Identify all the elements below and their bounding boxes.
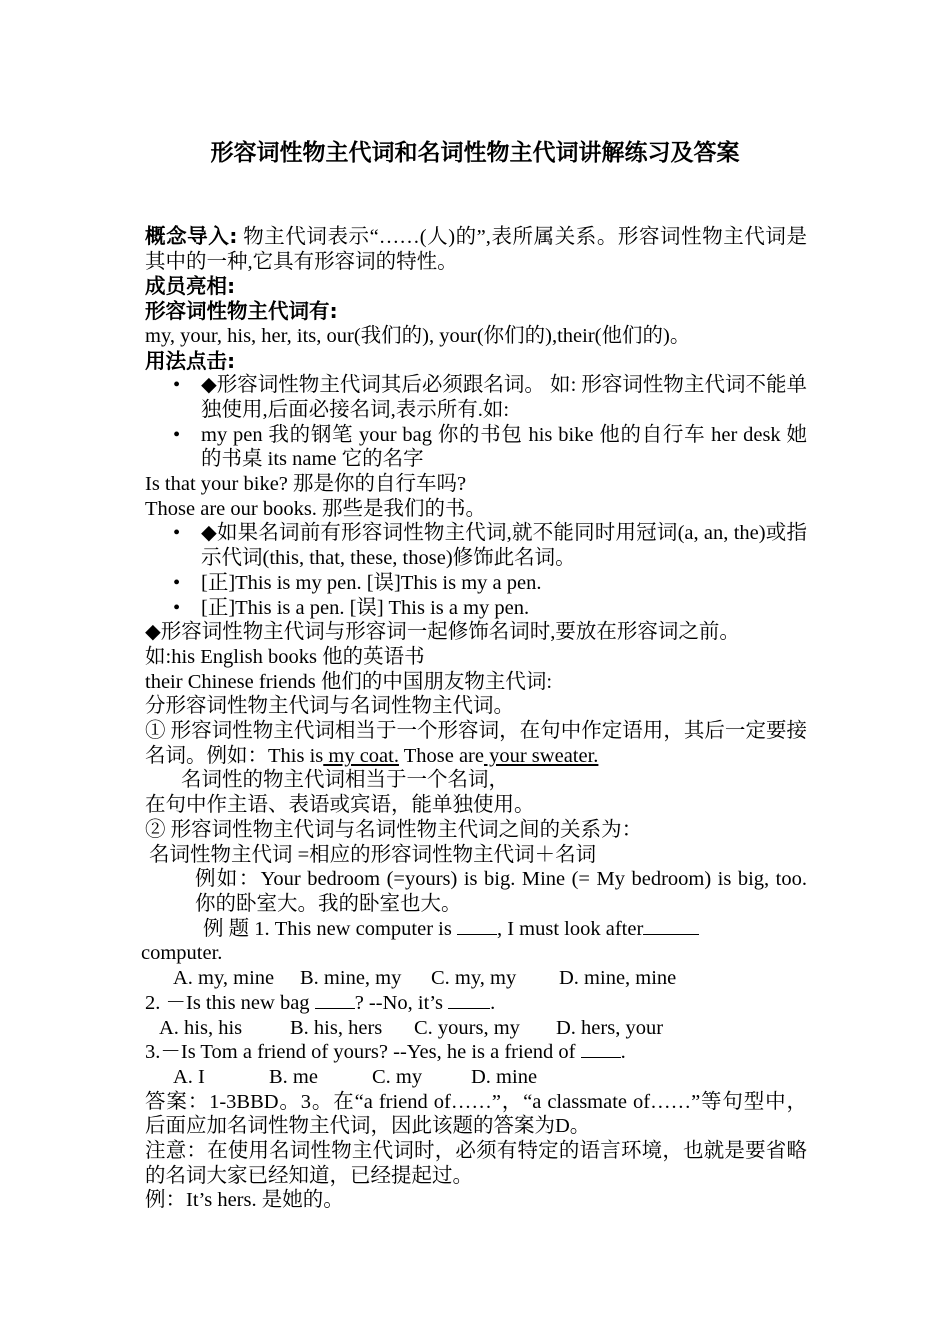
question-1-end: computer. (141, 942, 223, 965)
adj-pronoun-heading: 形容词性物主代词有: (145, 299, 338, 324)
option: C. yours, my (414, 1016, 520, 1039)
final-example: 例：It’s hers. 是她的。 (145, 1189, 344, 1212)
point-two: ② 形容词性物主代词与名词性物主代词之间的关系为： (145, 818, 643, 841)
question-1-middle: , I must look after (496, 917, 644, 940)
list-item: • ◆形容词性物主代词其后必须跟名词。 如: 形容词性物主代词不能单独使用,后面必接名词,表示所有.如: (145, 373, 807, 422)
list-item: • [正]This is my pen. [误]This is my a pen. (145, 571, 807, 596)
option: C. my, my (431, 967, 517, 990)
option: A. my, mine (173, 967, 275, 990)
option: A. his, his (159, 1016, 243, 1039)
answer-blank (315, 993, 355, 1009)
point-one (145, 719, 807, 768)
split-line: 分形容词性物主代词与名词性物主代词。 (145, 695, 514, 718)
noun-pronoun-line-2: 在句中作主语、表语或宾语，能单独使用。 (145, 794, 535, 817)
answer-blank (457, 919, 497, 935)
noun-pronoun-line-1: 名词性的物主代词相当于一个名词， (181, 769, 509, 792)
document-title: 形容词性物主代词和名词性物主代词讲解练习及答案 (210, 140, 740, 166)
answer-blank (581, 1042, 621, 1058)
concept-label: 概念导入: (145, 224, 238, 248)
concept-text: 物主代词表示“……(人)的”,表所属关系。形容词性物主代词是其中的一种,它具有形容词的特性。 (145, 226, 807, 273)
usage-list (145, 373, 807, 472)
answer-blank (448, 993, 490, 1009)
formula-line: 名词性物主代词 =相应的形容词性物主代词＋名词 (149, 843, 597, 866)
question-3-options (145, 1065, 807, 1090)
list-item: • ◆如果名词前有形容词性物主代词,就不能同时用冠词(a, an, the)或指示代词(this, that, these, those)修饰此名词。 (145, 521, 807, 570)
answer-paragraph: 答案：1-3BBD。3。在“a friend of……”，“a classmate of……”等句型中，后面应加名词性物主代词，因此该题的答案为D。 (145, 1090, 807, 1138)
underlined-your-sweater: your sweater. (483, 744, 599, 767)
answer-blank (643, 919, 699, 935)
question-2-options (145, 1016, 807, 1041)
article-rule-list (145, 521, 807, 620)
question-2-end: . (490, 991, 496, 1014)
adj-pronoun-list: my, your, his, her, its, our(我们的), your(你们的),their(他们的)。 (145, 324, 691, 347)
list-item: • [正]This is a pen. [误] This is a my pen. (145, 596, 807, 621)
order-rule: ◆形容词性物主代词与形容词一起修饰名词时,要放在形容词之前。 (145, 621, 740, 644)
option: A. I (173, 1065, 205, 1088)
bedroom-example: 例如：Your bedroom (=yours) is big. Mine (= My bedroom) is big, too. 你的卧室大。我的卧室也大。 (195, 868, 807, 915)
option: D. mine (471, 1065, 538, 1088)
point-one-text: ① 形容词性物主代词相当于一个形容词，在句中作定语用，其后一定要接名词。例如：This is (145, 720, 807, 767)
question-1 (145, 917, 807, 942)
list-item: • my pen 我的钢笔 your bag 你的书包 his bike 他的自行车 her desk 她的书桌 its name 它的名字 (145, 423, 807, 472)
members-heading: 成员亮相: (145, 274, 236, 299)
question-1-options (145, 966, 807, 991)
question-2-text: 2. －Is this new bag (145, 991, 315, 1014)
question-3-end: . (620, 1041, 626, 1064)
question-1-text: 例 题 1. This new computer is (203, 917, 457, 940)
concept-paragraph (145, 224, 807, 274)
question-2-middle: ? --No, it’s (354, 991, 449, 1014)
option: B. me (269, 1065, 318, 1088)
example-question: Is that your bike? 那是你的自行车吗? (145, 473, 467, 496)
example-chinese-friends: their Chinese friends 他们的中国朋友物主代词: (145, 670, 553, 693)
underlined-my-coat: my coat. (323, 744, 399, 767)
option: D. mine, mine (559, 967, 677, 990)
usage-heading: 用法点击: (145, 348, 236, 373)
option: D. hers, your (556, 1016, 664, 1039)
option: B. mine, my (300, 967, 402, 990)
example-books: Those are our books. 那些是我们的书。 (145, 497, 487, 520)
question-3-text: 3.－Is Tom a friend of yours? --Yes, he is a friend of (145, 1041, 581, 1064)
question-2 (145, 991, 807, 1016)
example-english-books: 如:his English books 他的英语书 (145, 645, 425, 668)
point-one-those: Those are (398, 744, 484, 767)
note-paragraph: 注意：在使用名词性物主代词时，必须有特定的语言环境，也就是要省略的名词大家已经知道，已经提起过。 (145, 1140, 807, 1187)
document-body (141, 224, 807, 1213)
option: C. my (372, 1065, 423, 1088)
question-3 (145, 1040, 807, 1065)
option: B. his, hers (290, 1016, 383, 1039)
